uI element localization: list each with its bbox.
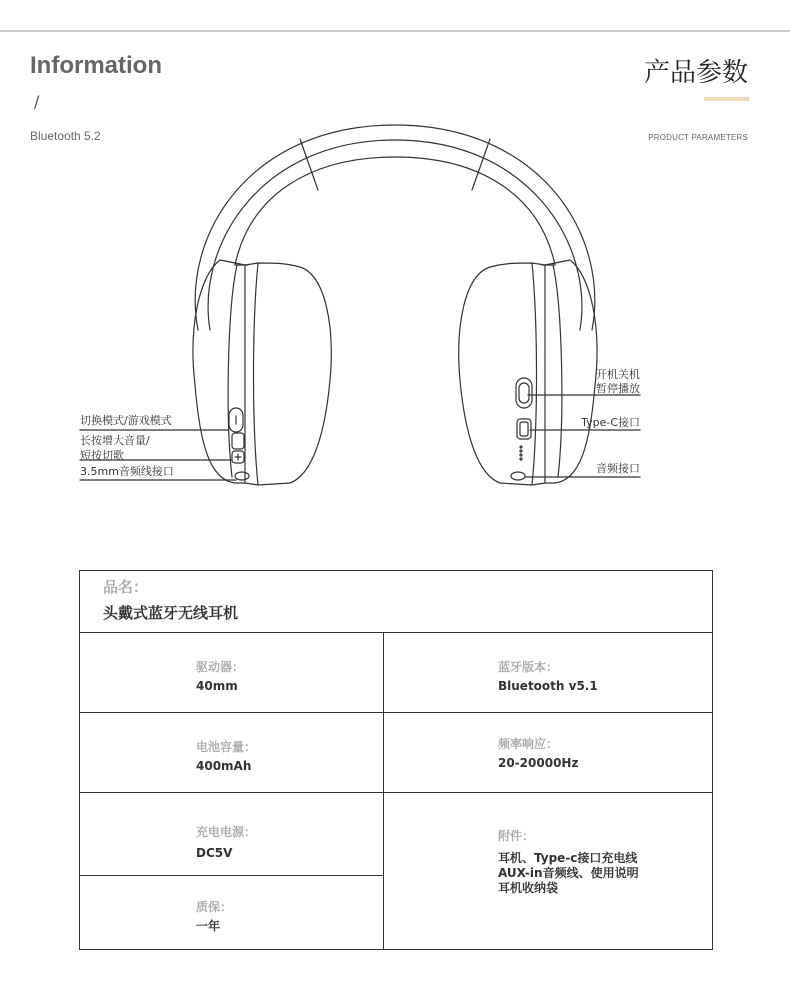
driver-value: 40mm <box>196 679 238 693</box>
product-name-value: 头戴式蓝牙无线耳机 <box>103 604 239 622</box>
power-supply-value: DC5V <box>196 846 233 860</box>
accessories-label: 附件： <box>498 829 535 843</box>
power-supply-label: 充电电源： <box>196 825 257 839</box>
top-divider <box>0 30 790 32</box>
bluetooth-version-label: 蓝牙版本： <box>498 660 559 674</box>
warranty-label: 质保： <box>196 900 233 914</box>
spec-table-header <box>80 571 712 633</box>
callout-power-line2: 暂停播放 <box>596 382 640 395</box>
headband-padding <box>235 157 555 265</box>
battery-label: 电池容量： <box>196 740 257 754</box>
callout-power-line1: 开机关机 <box>596 368 640 381</box>
accent-bar <box>704 97 749 101</box>
callout-switch-mode: 切换模式/游戏模式 <box>80 414 172 427</box>
info-title: Information <box>30 52 162 79</box>
warranty-value: 一年 <box>196 919 221 933</box>
right-audio-port <box>511 472 525 480</box>
callout-typec: Type-C接口 <box>581 416 640 429</box>
product-name-label: 品名： <box>103 578 149 596</box>
product-parameters-title: 产品参数 <box>643 58 748 88</box>
left-aux-jack <box>235 472 249 480</box>
callout-aux-jack: 3.5mm音频线接口 <box>80 465 174 478</box>
frequency-label: 频率响应： <box>498 737 559 751</box>
driver-label: 驱动器： <box>196 660 245 674</box>
frequency-value: 20-20000Hz <box>498 756 579 770</box>
callout-audio-port: 音频接口 <box>596 462 640 475</box>
bluetooth-version-value: Bluetooth v5.1 <box>498 679 598 693</box>
accessories-value: 耳机、Type-c接口充电线 AUX-in音频线、使用说明 耳机收纳袋 <box>498 851 639 895</box>
headband-inner <box>208 140 582 330</box>
left-button-volume <box>232 433 244 449</box>
product-parameters-caption: PRODUCT PARAMETERS <box>648 133 748 142</box>
row-divider <box>80 875 384 876</box>
right-cup-shell <box>545 260 597 483</box>
callout-volume-line2: 短按切歌 <box>80 449 124 462</box>
right-ear-cushion <box>459 263 545 485</box>
callout-volume-line1: 长按增大音量/ <box>80 434 150 447</box>
bluetooth-version-subtitle: Bluetooth 5.2 <box>30 129 101 143</box>
row-divider <box>80 712 712 713</box>
spec-table <box>79 570 713 950</box>
row-divider <box>80 792 712 793</box>
left-ear-cushion <box>245 263 331 485</box>
slash-mark: / <box>34 92 40 111</box>
spec-column-divider <box>383 633 384 949</box>
battery-value: 400mAh <box>196 759 252 773</box>
